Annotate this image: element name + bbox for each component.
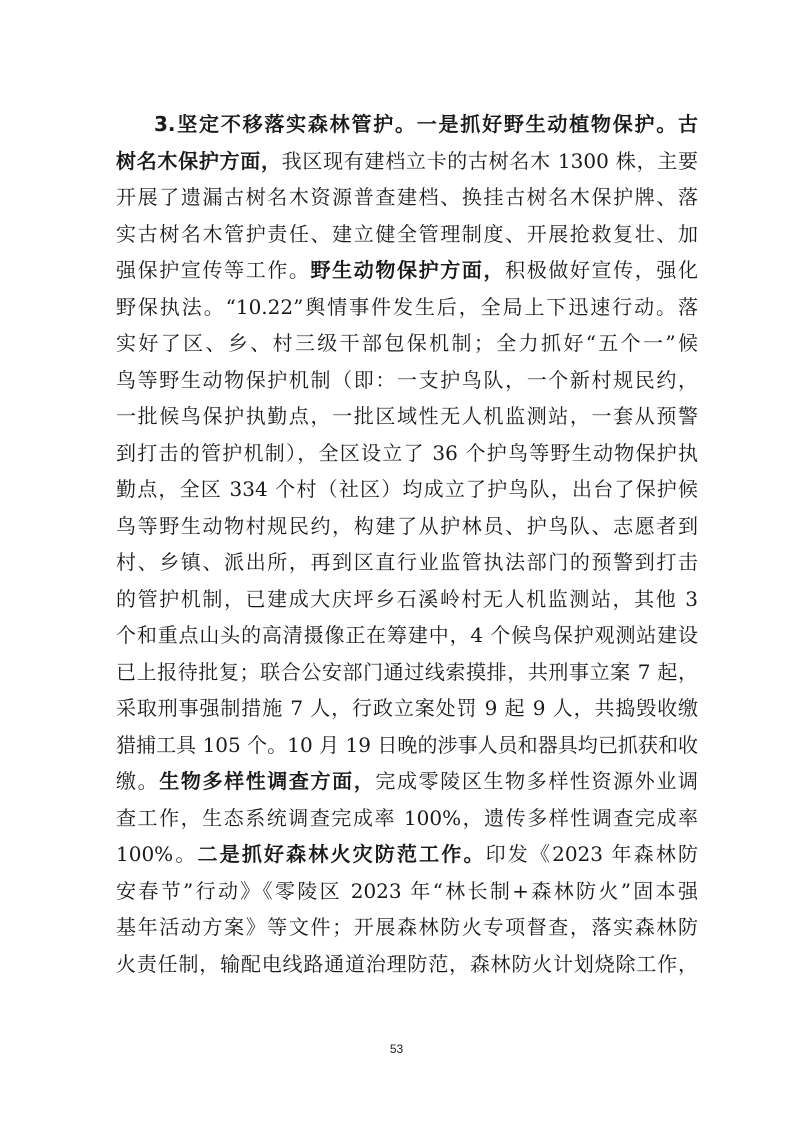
text-line [116,325,698,362]
text-run: 印发《2023 年森林防 [485,842,698,866]
text-run: 个和重点山头的高清摄像正在筹建中，4 个候鸟保护观测站建设 [116,623,698,647]
text-line [116,873,698,910]
bold-run: 古 [678,112,698,136]
text-run: 基年活动方案》等文件；开展森林防火专项督查，落实森林防 [116,915,698,939]
bold-run: 生物多样性调查方面， [159,769,376,793]
bold-run: 树名木保护方面， [116,148,282,173]
text-run: 实古树名木管护责任、建立健全管理制度、开展抢救复壮、加 [116,221,698,246]
text-run: 查工作，生态系统调查完成率 100%，遗传多样性调查完成率 [116,805,698,830]
text-line [116,508,698,545]
text-line [116,617,698,654]
text-line [116,946,698,983]
text-line [116,289,698,326]
text-line [116,435,698,472]
text-run: 野保执法。“10.22”舆情事件发生后，全局上下迅速行动。落 [116,294,698,319]
text-run: 开展了遗漏古树名木资源普查建档、换挂古树名木保护牌、落 [116,185,698,209]
text-line [116,362,698,399]
text-line [116,800,698,837]
text-line [116,690,698,727]
text-run: 猎捕工具 105 个。10 月 19 日晚的涉事人员和器具均已抓获和收 [116,732,698,757]
text-line [116,216,698,253]
text-run: 鸟等野生动物村规民约，构建了从护林员、护鸟队、志愿者到 [116,513,698,538]
text-run: 已上报待批复；联合公安部门通过线索摸排，共刑事立案 7 起， [116,659,698,684]
text-run: 火责任制，输配电线路通道治理防范，森林防火计划烧除工作， [116,951,698,976]
bold-run: 一是抓好野生动植物保护。 [416,112,679,136]
text-line [116,836,698,873]
text-run: 安春节”行动》《零陵区 2023 年“林长制+森林防火”固本强 [116,878,698,903]
text-run: 的管护机制，已建成大庆坪乡石溪岭村无人机监测站，其他 3 [116,586,698,611]
body-text [116,106,698,982]
text-line [116,654,698,691]
text-run: 缴。 [116,769,160,793]
text-run: 鸟等野生动物保护机制（即：一支护鸟队，一个新村规民约， [116,367,698,392]
text-run: 采取刑事强制措施 7 人，行政立案处罚 9 起 9 人，共捣毁收缴 [116,696,698,720]
text-run: 我区现有建档立卡的古树名木 1300 株，主要 [281,148,698,173]
bold-run: 3.坚定不移落实森林管护。 [154,112,417,136]
text-line [116,909,698,946]
text-run: 到打击的管护机制），全区设立了 36 个护鸟等野生动物保护执 [116,440,698,465]
text-line [116,727,698,764]
text-run: 积极做好宣传，强化 [505,258,698,282]
text-run: 一批候鸟保护执勤点，一批区域性无人机监测站，一套从预警 [116,404,698,428]
text-line [116,106,698,143]
text-line [116,252,698,289]
text-line [116,398,698,435]
text-run: 强保护宣传等工作。 [116,258,311,282]
text-run: 勤点，全区 334 个村（社区）均成立了护鸟队，出台了保护候 [116,477,698,501]
bold-run: 野生动物保护方面， [310,258,506,282]
text-line [116,544,698,581]
bold-run: 二是抓好森林火灾防范工作。 [197,842,486,866]
text-run: 完成零陵区生物多样性资源外业调 [375,769,698,793]
text-run: 100%。 [116,842,198,866]
text-line [116,471,698,508]
text-line [116,143,698,180]
text-run: 实好了区、乡、村三级干部包保机制；全力抓好“五个一”候 [116,331,698,355]
text-line [116,179,698,216]
page-number: 53 [389,1042,404,1056]
text-run: 村、乡镇、派出所，再到区直行业监管执法部门的预警到打击 [116,550,698,574]
text-line [116,763,698,800]
text-line [116,581,698,618]
